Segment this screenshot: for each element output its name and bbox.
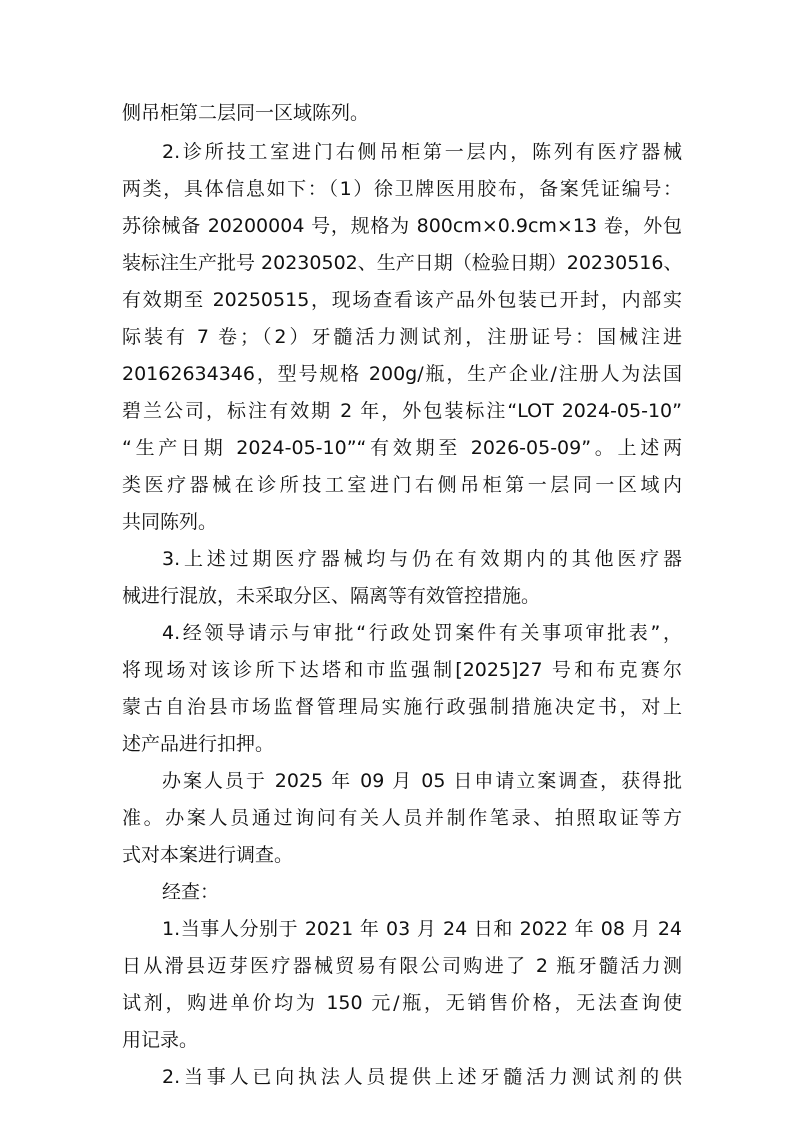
paragraph-start-line: 办案人员于 2025 年 09 月 05 日申请立案调查，获得批 xyxy=(162,770,682,792)
text-line: “生产日期 2024-05-10”“有效期至 2026-05-09”。上述两 xyxy=(122,437,682,459)
text-line: 类医疗器械在诊所技工室进门右侧吊柜第一层同一区域内 xyxy=(122,474,682,496)
text-line: 侧吊柜第二层同一区域陈列。 xyxy=(122,102,370,124)
text-line: 有效期至 20250515，现场查看该产品外包装已开封，内部实 xyxy=(122,289,682,311)
text-line: 共同陈列。 xyxy=(122,511,218,533)
section-heading: 经查： xyxy=(162,881,220,903)
text-line: 将现场对该诊所下达塔和市监强制[2025]27 号和布克赛尔 xyxy=(122,659,682,681)
paragraph-start-line: 2.诊所技工室进门右侧吊柜第一层内，陈列有医疗器械 xyxy=(162,141,682,163)
text-line: 述产品进行扣押。 xyxy=(122,733,275,755)
text-line: 准。办案人员通过询问有关人员并制作笔录、拍照取证等方 xyxy=(122,807,682,829)
text-line: 用记录。 xyxy=(122,1029,199,1051)
text-line: 式对本案进行调查。 xyxy=(122,844,294,866)
paragraph-start-line: 4.经领导请示与审批“行政处罚案件有关事项审批表”， xyxy=(162,622,682,644)
paragraph-start-line: 1.当事人分别于 2021 年 03 月 24 日和 2022 年 08 月 24 xyxy=(162,918,682,940)
text-line: 装标注生产批号 20230502、生产日期（检验日期）20230516、 xyxy=(122,252,682,274)
text-line: 试剂，购进单价均为 150 元/瓶，无销售价格，无法查询使 xyxy=(122,992,682,1014)
text-line: 20162634346，型号规格 200g/瓶，生产企业/注册人为法国 xyxy=(122,363,682,385)
text-line: 械进行混放，未采取分区、隔离等有效管控措施。 xyxy=(122,585,541,607)
text-line: 际装有 7 卷；（2）牙髓活力测试剂，注册证号：国械注进 xyxy=(122,326,682,348)
text-line: 苏徐械备 20200004 号，规格为 800cm×0.9cm×13 卷，外包 xyxy=(122,215,682,237)
text-line: 两类，具体信息如下：（1）徐卫牌医用胶布，备案凭证编号： xyxy=(122,178,682,200)
text-line: 蒙古自治县市场监督管理局实施行政强制措施决定书，对上 xyxy=(122,696,682,718)
text-line: 碧兰公司，标注有效期 2 年，外包装标注“LOT 2024-05-10” xyxy=(122,400,682,422)
paragraph-start-line: 2.当事人已向执法人员提供上述牙髓活力测试剂的供 xyxy=(162,1066,682,1088)
text-line: 日从滑县迈芽医疗器械贸易有限公司购进了 2 瓶牙髓活力测 xyxy=(122,955,682,977)
paragraph-start-line: 3.上述过期医疗器械均与仍在有效期内的其他医疗器 xyxy=(162,548,682,570)
